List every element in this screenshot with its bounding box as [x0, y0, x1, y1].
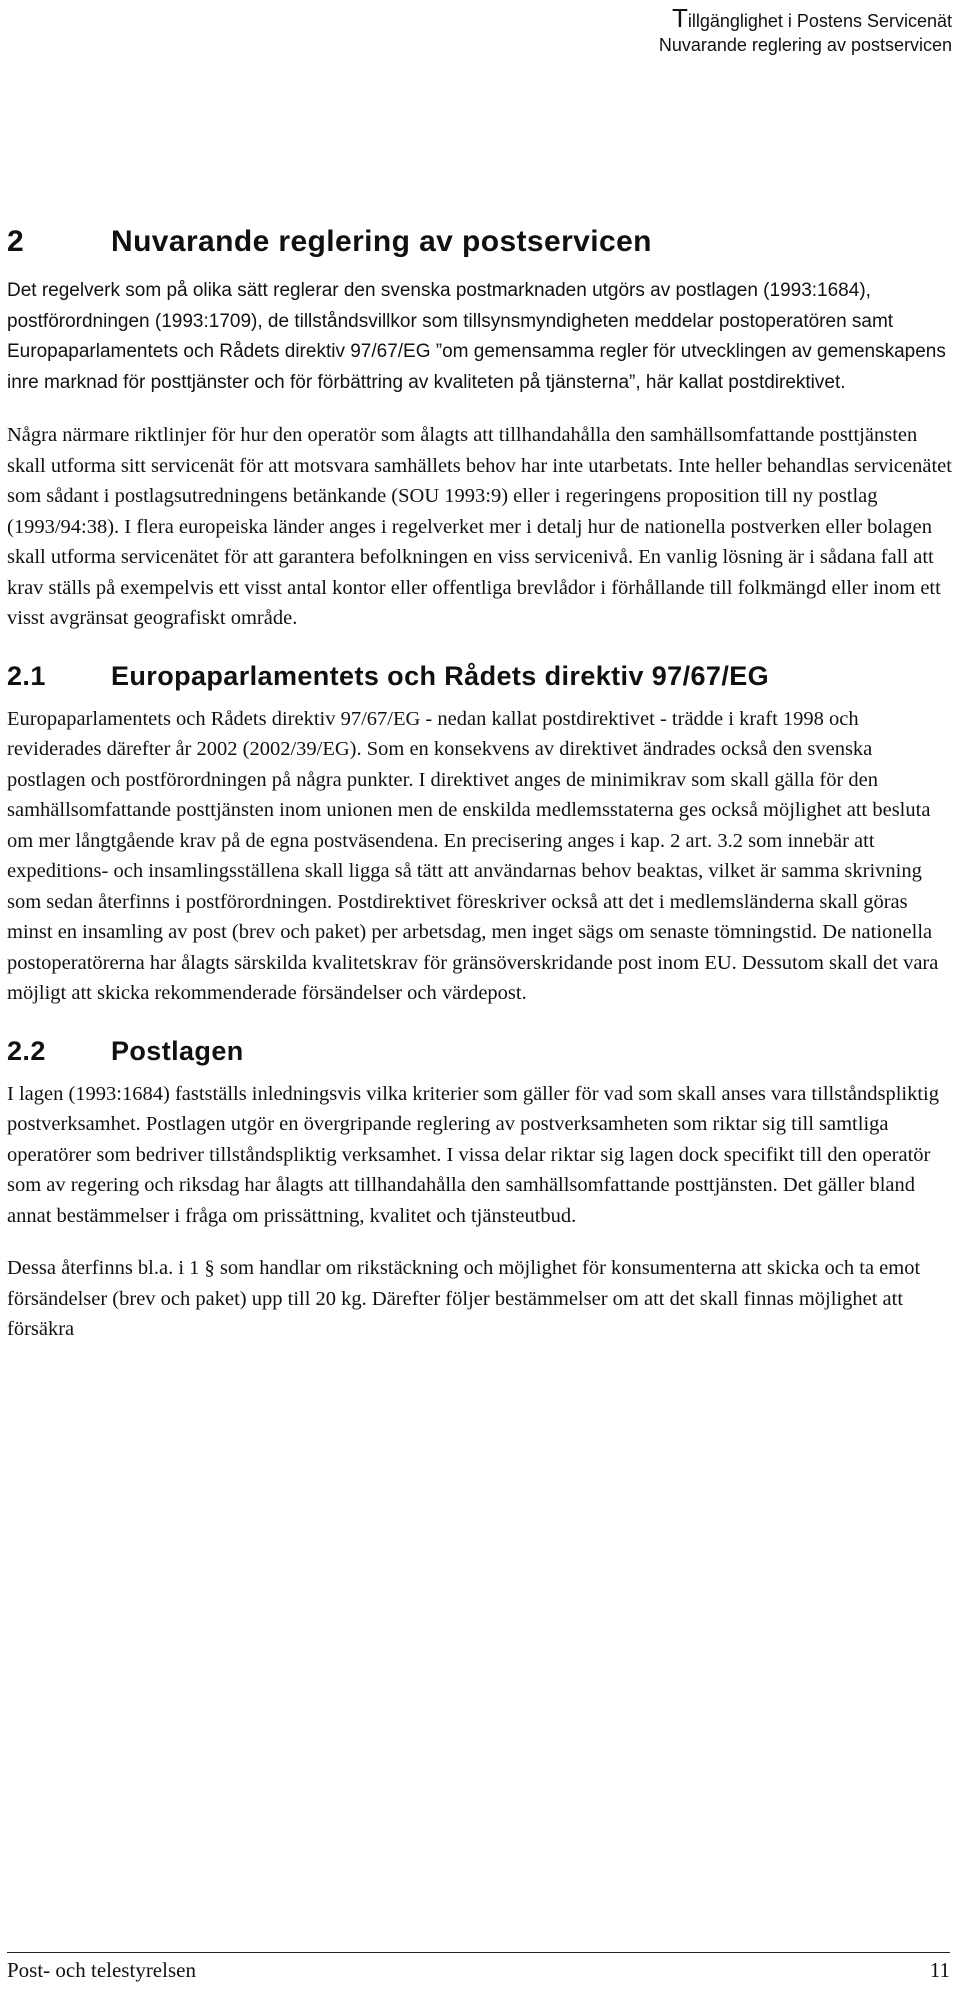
header-subtitle: Nuvarande reglering av postservicen: [658, 35, 952, 55]
section-number: 2: [7, 225, 25, 258]
section-heading-2-2: [7, 1033, 952, 1069]
paragraph: Europaparlamentets och Rådets direktiv 97/67/EG - nedan kallat postdirektivet - trädde i kraft 1998 och reviderades därefter år 2002 (2002/39/EG). Som en konsekvens av direktivet ändrades också den svenska postlagen och postförordningen på några punkter. I direktivet anges de minimikrav som skall gälla för den samhällsomfattande posttjänsten inom unionen men de enskilda medlemsstaterna ges också möjlighet att besluta om mer långtgående krav på de egna postväsendena. En precisering anges i kap. 2 art. 3.2 som innebär att expeditions- och insamlingsställena skall ligga så tätt att användarnas behov beaktas, vilket är samma skrivning som sedan återfinns i postförordningen. Postdirektivet föreskriver också att det i medlemsländerna skall göras minst en insamling av post (brev och paket) per arbetsdag, men inget sägs om senaste tömningstid. De nationella postoperatörerna har ålagts särskilda kvalitetskrav för gränsöverskridande post inom EU. Dessutom skall det vara möjligt att skicka rekommenderade försändelser och värdepost.: [7, 707, 939, 1004]
section-number: 2.1: [7, 660, 46, 691]
header-title-initial: T: [671, 3, 688, 33]
section-title: Europaparlamentets och Rådets direktiv 97/67/EG: [111, 660, 770, 691]
section-title: Postlagen: [111, 1035, 244, 1066]
paragraph: Några närmare riktlinjer för hur den operatör som ålagts att tillhandahålla den samhällsomfattande posttjänsten skall utforma sitt servicenät för att motsvara samhällets behov har inte utarbetats. Inte heller behandlas servicenätet som sådant i postlagsutredningens betänkande (SOU 1993:9) eller i regeringens proposition till ny postlag (1993/94:38). I flera europeiska länder anges i regelverket mer i detalj hur de nationella postverken eller bolagen skall utforma servicenätet för att garantera befolkningen en viss servicenivå. En vanlig lösning är i sådana fall att krav ställs på exempelvis ett visst antal kontor eller offentliga brevlådor i förhållande till folkmängd eller inom ett visst avgränsat geografiskt område.: [7, 424, 952, 629]
header-title: [659, 3, 952, 33]
header-title-rest: illgänglighet i Postens Servicenät: [687, 11, 952, 31]
document-body: [7, 224, 952, 1367]
page-number: 11: [929, 1958, 950, 1982]
section-heading-2-1: [7, 658, 952, 694]
paragraph: Det regelverk som på olika sätt reglerar den svenska postmarknaden utgörs av postlagen (1993:1684), postförordningen (1993:1709), de tillståndsvillkor som tillsynsmyndigheten meddelar postoperatören samt Europaparlamentets och Rådets direktiv 97/67/EG ”om gemensamma regler för utvecklingen av gemenskapens inre marknad för posttjänster och för förbättring av kvaliteten på tjänsterna”, här kallat postdirektivet.: [7, 280, 946, 393]
footer-publisher: Post- och telestyrelsen: [7, 1958, 196, 1982]
section-title: Nuvarande reglering av postservicen: [111, 225, 652, 258]
section-number: 2.2: [7, 1035, 46, 1066]
paragraph: Dessa återfinns bl.a. i 1 § som handlar om rikstäckning och möjlighet för konsumenterna att skicka och ta emot försändelser (brev och paket) upp till 20 kg. Därefter följer bestämmelser om att det skall finnas möjlighet att försäkra: [7, 1257, 921, 1340]
paragraph: I lagen (1993:1684) fastställs inledningsvis vilka kriterier som gäller för vad som skall anses vara tillståndspliktig postverksamhet. Postlagen utgör en övergripande reglering av postverksamheten som riktar sig till samtliga operatörer som bedriver tillståndspliktig verksamhet. I vissa delar riktar sig lagen dock specifikt till den operatör som av regering och riksdag har ålagts att tillhandahålla den samhällsomfattande posttjänsten. Det gäller bland annat bestämmelser i fråga om prissättning, kvalitet och tjänsteutbud.: [7, 1082, 939, 1227]
running-header: [658, 3, 952, 57]
page-footer: [7, 1952, 950, 1983]
section-heading-2: [7, 224, 952, 260]
